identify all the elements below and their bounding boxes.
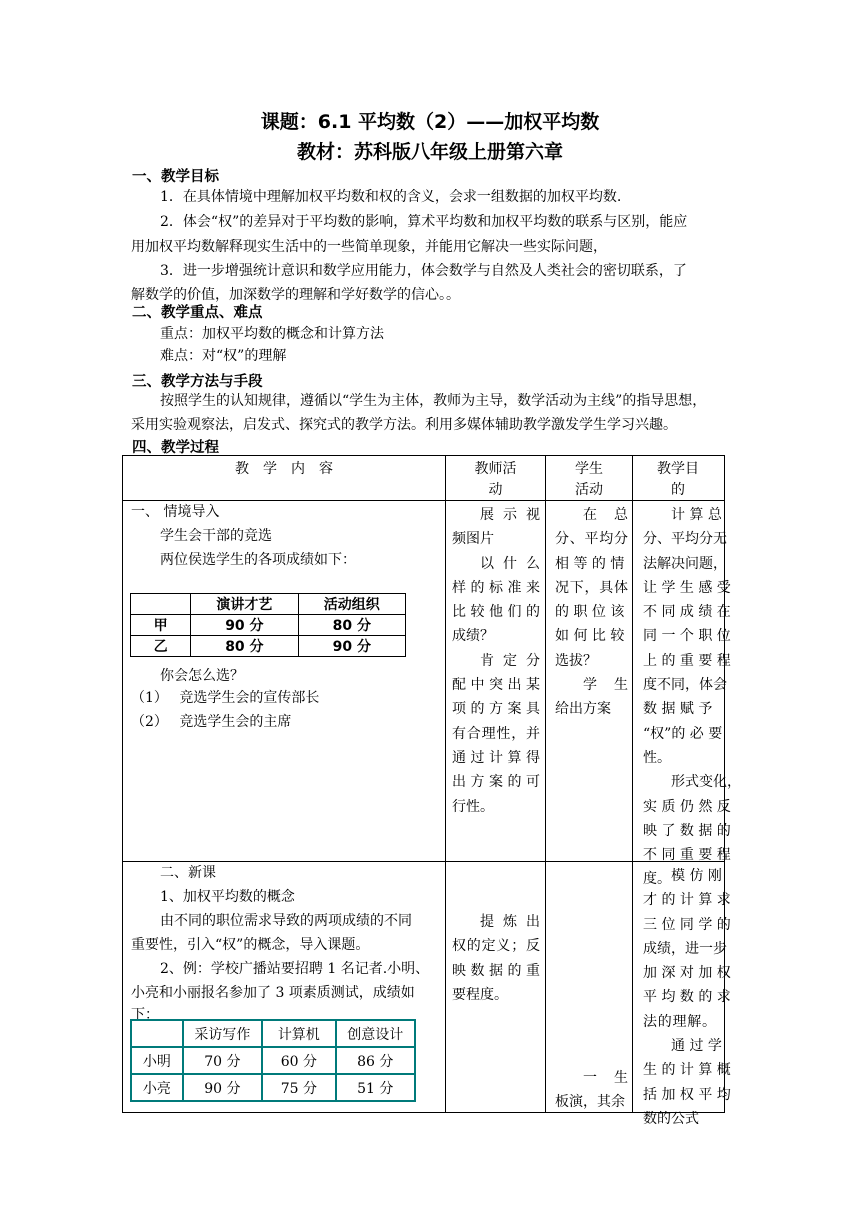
cell-line: “权”的 必 要 bbox=[643, 725, 723, 742]
cell-line: 加 深 对 加 权 bbox=[643, 965, 731, 982]
teacher-activity bbox=[452, 503, 540, 819]
col-divider bbox=[445, 455, 446, 1112]
table-cell: 80 分 bbox=[298, 615, 405, 636]
table-row bbox=[131, 594, 406, 615]
cell-line: 相 等 的 情 bbox=[555, 555, 625, 572]
header-student-1: 学生 bbox=[575, 461, 603, 477]
cell-line: 通 过 计 算 得 bbox=[452, 749, 540, 766]
cell-line: 一 生 bbox=[583, 1070, 628, 1086]
goal-1: 1．在具体情境中理解加权平均数和权的含义，会求一组数据的加权平均数. bbox=[160, 189, 622, 205]
cell-line: 成绩，进一步 bbox=[643, 940, 727, 957]
header-purpose-1: 教学目 bbox=[657, 461, 699, 477]
process-heading: 四、教学过程 bbox=[132, 440, 219, 456]
goals-heading: 一、教学目标 bbox=[132, 169, 219, 185]
methods-p1: 按照学生的认知规律，遵循以“学生为主体，教师为主导，数学活动为主线”的指导思想， bbox=[160, 393, 707, 409]
table-cell: 90 分 bbox=[191, 615, 298, 636]
table-row bbox=[131, 615, 406, 636]
cell-line: 给出方案 bbox=[555, 701, 611, 718]
table-row bbox=[131, 1074, 415, 1101]
table-cell bbox=[131, 594, 191, 615]
table-cell: 86 分 bbox=[336, 1047, 415, 1074]
cell-line: 出 方 案 的 可 bbox=[452, 774, 540, 791]
table-cell: 采访写作 bbox=[183, 1020, 262, 1047]
cell-line: 映 数 据 的 重 bbox=[452, 962, 540, 979]
goal-3b: 解数学的价值，加深数学的理解和学好数学的信心。。 bbox=[131, 287, 460, 303]
cell-line: 形式变化， bbox=[671, 774, 741, 791]
cell-line: 配 中 突 出 某 bbox=[452, 677, 540, 694]
cell-line: 括 加 权 平 均 bbox=[643, 1086, 731, 1103]
table-cell: 小亮 bbox=[131, 1074, 183, 1101]
lesson-title: 课题：6.1 平均数（2）——加权平均数 bbox=[260, 111, 600, 133]
keypoints-heading: 二、教学重点、难点 bbox=[132, 305, 263, 321]
cell-line: 不 同 成 绩 在 bbox=[643, 604, 731, 621]
cell-line: 项 的 方 案 具 bbox=[452, 701, 540, 718]
intro-option: （1） 竞选学生会的宣传部长 bbox=[131, 690, 320, 706]
intro-line: 你会怎么选？ bbox=[160, 668, 244, 684]
cell-line: 有合理性，并 bbox=[452, 725, 540, 742]
col-divider bbox=[632, 455, 633, 1112]
goal-2b: 用加权平均数解释现实生活中的一些简单现象，并能用它解决一些实际问题， bbox=[131, 239, 607, 255]
cell-line: 才 的 计 算 求 bbox=[643, 892, 731, 909]
intro-line: 两位侯选学生的各项成绩如下： bbox=[160, 552, 356, 568]
cell-line: 计 算 总 bbox=[671, 507, 722, 523]
cell-line: 比 较 他 们 的 bbox=[452, 604, 540, 621]
cell-line: 肯 定 分 bbox=[480, 652, 540, 669]
cell-line: 数 据 赋 予 bbox=[643, 701, 713, 718]
cell-line: 上 的 重 要 程 bbox=[643, 652, 731, 669]
newlesson-line: 重要性，引入“权”的概念，导入课题。 bbox=[131, 937, 370, 953]
header-teacher-1: 教师活 bbox=[474, 461, 517, 477]
cell-line: 度。 bbox=[643, 871, 671, 888]
table-cell: 小明 bbox=[131, 1047, 183, 1074]
cell-line: 在 总 bbox=[583, 507, 628, 523]
student-activity bbox=[555, 1066, 628, 1115]
intro-line: 学生会干部的竞选 bbox=[160, 528, 272, 544]
cell-line: 度不同，体会 bbox=[643, 677, 727, 694]
cell-line: 提 炼 出 bbox=[480, 914, 540, 930]
goal-2a: 2．体会“权”的差异对于平均数的影响，算术平均数和加权平均数的联系与区别，能应 bbox=[160, 214, 688, 230]
cell-line: 行性。 bbox=[452, 798, 494, 815]
col-divider bbox=[545, 455, 546, 1112]
table-cell bbox=[131, 1020, 183, 1047]
cell-line: 样 的 标 准 来 bbox=[452, 579, 540, 596]
newlesson-line: 由不同的职位需求导致的两项成绩的不同 bbox=[160, 913, 412, 929]
header-content: 教 学 内 容 bbox=[235, 461, 333, 477]
intro-heading: 一、 情境导入 bbox=[131, 504, 220, 520]
table-cell: 51 分 bbox=[336, 1074, 415, 1101]
cell-line: 分、平均分无 bbox=[643, 531, 727, 548]
candidate-score-table bbox=[130, 593, 406, 657]
cell-line: 如 何 比 较 bbox=[555, 628, 625, 645]
cell-line: 分、平均分 bbox=[555, 531, 628, 548]
teaching-purpose bbox=[643, 864, 731, 1131]
cell-line: 不 同 重 要 程 bbox=[643, 847, 731, 864]
key-point: 重点：加权平均数的概念和计算方法 bbox=[160, 326, 384, 342]
table-row bbox=[131, 1047, 415, 1074]
table-cell: 活动组织 bbox=[298, 594, 405, 615]
teaching-purpose bbox=[643, 503, 741, 892]
cell-line: 生 的 计 算 概 bbox=[643, 1062, 731, 1079]
cell-line: 平 均 数 的 求 bbox=[643, 989, 731, 1006]
cell-line: 三 位 同 学 的 bbox=[643, 916, 731, 933]
student-activity bbox=[555, 503, 628, 722]
table-cell: 甲 bbox=[131, 615, 191, 636]
cell-line: 成绩？ bbox=[452, 628, 494, 645]
intro-option: （2） 竞选学生会的主席 bbox=[131, 714, 292, 730]
table-cell: 60 分 bbox=[262, 1047, 335, 1074]
cell-line: 性。 bbox=[643, 749, 671, 766]
cell-line: 映 了 数 据 的 bbox=[643, 822, 731, 839]
cell-line: 况下，具体 bbox=[555, 579, 628, 596]
goal-3a: 3．进一步增强统计意识和数学应用能力，体会数学与自然及人类社会的密切联系，了 bbox=[160, 263, 687, 279]
textbook-title: 教材：苏科版八年级上册第六章 bbox=[296, 141, 563, 163]
header-teacher-2: 动 bbox=[488, 482, 503, 498]
cell-line: 的 职 位 该 bbox=[555, 604, 625, 621]
newlesson-line: 小亮和小丽报名参加了 3 项素质测试，成绩如 bbox=[131, 985, 415, 1001]
cell-line: 以 什 么 bbox=[480, 555, 540, 572]
table-cell: 创意设计 bbox=[336, 1020, 415, 1047]
newlesson-line: 2、例：学校广播站要招聘 1 名记者.小明、 bbox=[160, 961, 430, 977]
table-cell: 90 分 bbox=[298, 636, 405, 657]
cell-line: 权的定义；反 bbox=[452, 938, 540, 955]
table-cell: 计算机 bbox=[262, 1020, 335, 1047]
cell-line: 选拔？ bbox=[555, 652, 597, 669]
methods-heading: 三、教学方法与手段 bbox=[132, 374, 263, 390]
table-row bbox=[131, 636, 406, 657]
cell-line: 模 仿 刚 bbox=[671, 868, 722, 884]
methods-p2: 采用实验观察法，启发式、探究式的教学方法。利用多媒体辅助教学激发学生学习兴趣。 bbox=[131, 417, 677, 433]
newlesson-heading: 二、新课 bbox=[160, 865, 216, 881]
newlesson-line: 下： bbox=[131, 1007, 159, 1023]
cell-line: 法的理解。 bbox=[643, 1013, 716, 1030]
applicant-score-table bbox=[130, 1019, 416, 1102]
table-cell: 乙 bbox=[131, 636, 191, 657]
table-cell: 75 分 bbox=[262, 1074, 335, 1101]
row-divider bbox=[122, 861, 724, 862]
cell-line: 通 过 学 bbox=[671, 1038, 722, 1055]
table-cell: 80 分 bbox=[191, 636, 298, 657]
cell-line: 学 生 bbox=[583, 677, 628, 694]
newlesson-line: 1、加权平均数的概念 bbox=[160, 889, 295, 905]
cell-line: 让 学 生 感 受 bbox=[643, 579, 731, 596]
difficulty-point: 难点：对“权”的理解 bbox=[160, 348, 287, 364]
teacher-activity bbox=[452, 910, 540, 1007]
cell-line: 法解决问题， bbox=[643, 555, 727, 572]
cell-line: 要程度。 bbox=[452, 986, 508, 1003]
table-cell: 70 分 bbox=[183, 1047, 262, 1074]
header-purpose-2: 的 bbox=[671, 482, 685, 498]
cell-line: 实 质 仍 然 反 bbox=[643, 798, 731, 815]
cell-line: 频图片 bbox=[452, 531, 494, 548]
header-student-2: 活动 bbox=[575, 482, 603, 498]
table-row bbox=[131, 1020, 415, 1047]
cell-line: 同 一 个 职 位 bbox=[643, 628, 731, 645]
table-cell: 演讲才艺 bbox=[191, 594, 298, 615]
cell-line: 展 示 视 bbox=[480, 507, 540, 523]
table-cell: 90 分 bbox=[183, 1074, 262, 1101]
cell-line: 数的公式 bbox=[643, 1110, 699, 1127]
cell-line: 板演，其余 bbox=[555, 1094, 625, 1111]
